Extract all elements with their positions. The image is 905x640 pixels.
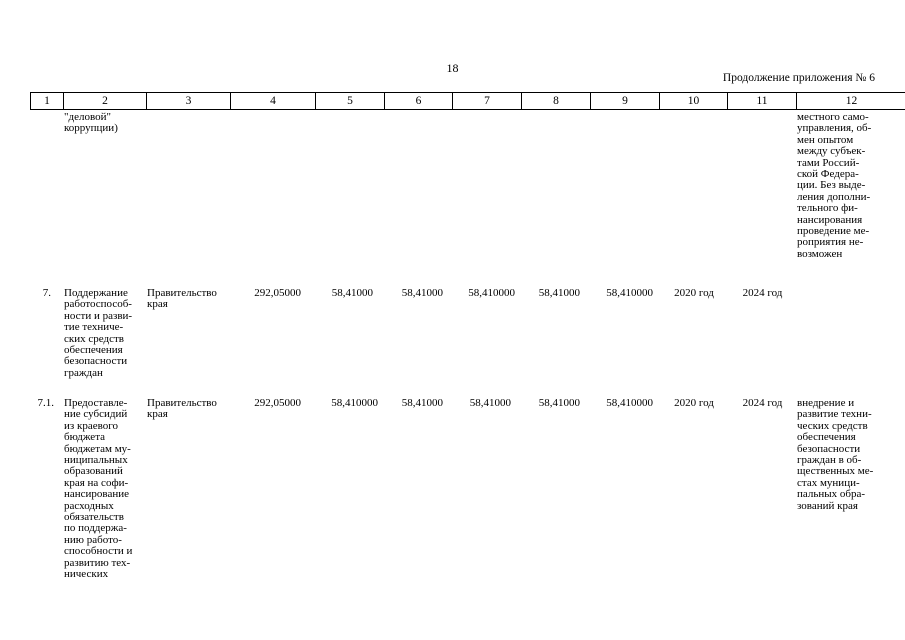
column-number: 2 bbox=[64, 93, 147, 110]
row-value-2023: 58,41000 bbox=[538, 287, 580, 299]
row-name-cell: Поддержание работоспособ- ности и разви- тие техниче- ских средств обеспечения безопасности граждан bbox=[64, 287, 133, 379]
page-number: 18 bbox=[446, 61, 459, 75]
row-result-cell: внедрение и развитие техни- ческих средств обеспечения безопасности граждан в об- щественных ме- стах муници- пальных обра- зований края bbox=[797, 397, 874, 512]
row-value-2022: 58,410000 bbox=[468, 287, 515, 299]
row-end-year: 2024 год bbox=[742, 287, 783, 299]
column-number: 10 bbox=[660, 93, 728, 110]
column-number: 9 bbox=[591, 93, 660, 110]
fragment-result-cell: местного само- управления, об- мен опытом между субъек- тами Россий- ской Федера- ции. Без выде- ления дополни- тельного фи- нансирования проведение ме- роприятия не- возможен bbox=[797, 111, 872, 260]
column-number: 1 bbox=[31, 93, 64, 110]
row-value-2024: 58,410000 bbox=[606, 397, 653, 409]
continuation-label: Продолжение приложения № 6 bbox=[722, 72, 875, 84]
row-value-total: 292,05000 bbox=[254, 397, 301, 409]
row-value-2024: 58,410000 bbox=[606, 287, 653, 299]
row-value-2023: 58,41000 bbox=[538, 397, 580, 409]
row-number: 7. bbox=[42, 287, 51, 299]
row-start-year: 2020 год bbox=[674, 397, 714, 409]
row-end-year: 2024 год bbox=[742, 397, 783, 409]
row-value-2020: 58,410000 bbox=[331, 397, 378, 409]
row-executor-cell: Правительство края bbox=[147, 397, 217, 421]
row-value-2021: 58,41000 bbox=[401, 287, 443, 299]
column-number: 3 bbox=[147, 93, 231, 110]
column-number-header bbox=[30, 92, 905, 110]
row-value-2021: 58,41000 bbox=[401, 397, 443, 409]
fragment-name-cell: "деловой" коррупции) bbox=[64, 111, 118, 135]
row-executor-cell: Правительство края bbox=[147, 287, 217, 311]
column-number: 5 bbox=[316, 93, 385, 110]
column-number: 12 bbox=[797, 93, 905, 110]
column-number: 4 bbox=[231, 93, 316, 110]
row-number: 7.1. bbox=[37, 397, 54, 409]
row-name-cell: Предоставле- ние субсидий из краевого бюджета бюджетам му- ниципальных образований края на софи- нансирование расходных обязательств по поддержа- нию работо- способности и развитию тех- нических bbox=[64, 397, 133, 581]
row-start-year: 2020 год bbox=[674, 287, 714, 299]
column-number: 8 bbox=[522, 93, 591, 110]
row-value-2020: 58,41000 bbox=[331, 287, 373, 299]
row-value-total: 292,05000 bbox=[254, 287, 301, 299]
column-number: 11 bbox=[728, 93, 797, 110]
row-value-2022: 58,41000 bbox=[469, 397, 511, 409]
column-number: 7 bbox=[453, 93, 522, 110]
column-number: 6 bbox=[385, 93, 453, 110]
